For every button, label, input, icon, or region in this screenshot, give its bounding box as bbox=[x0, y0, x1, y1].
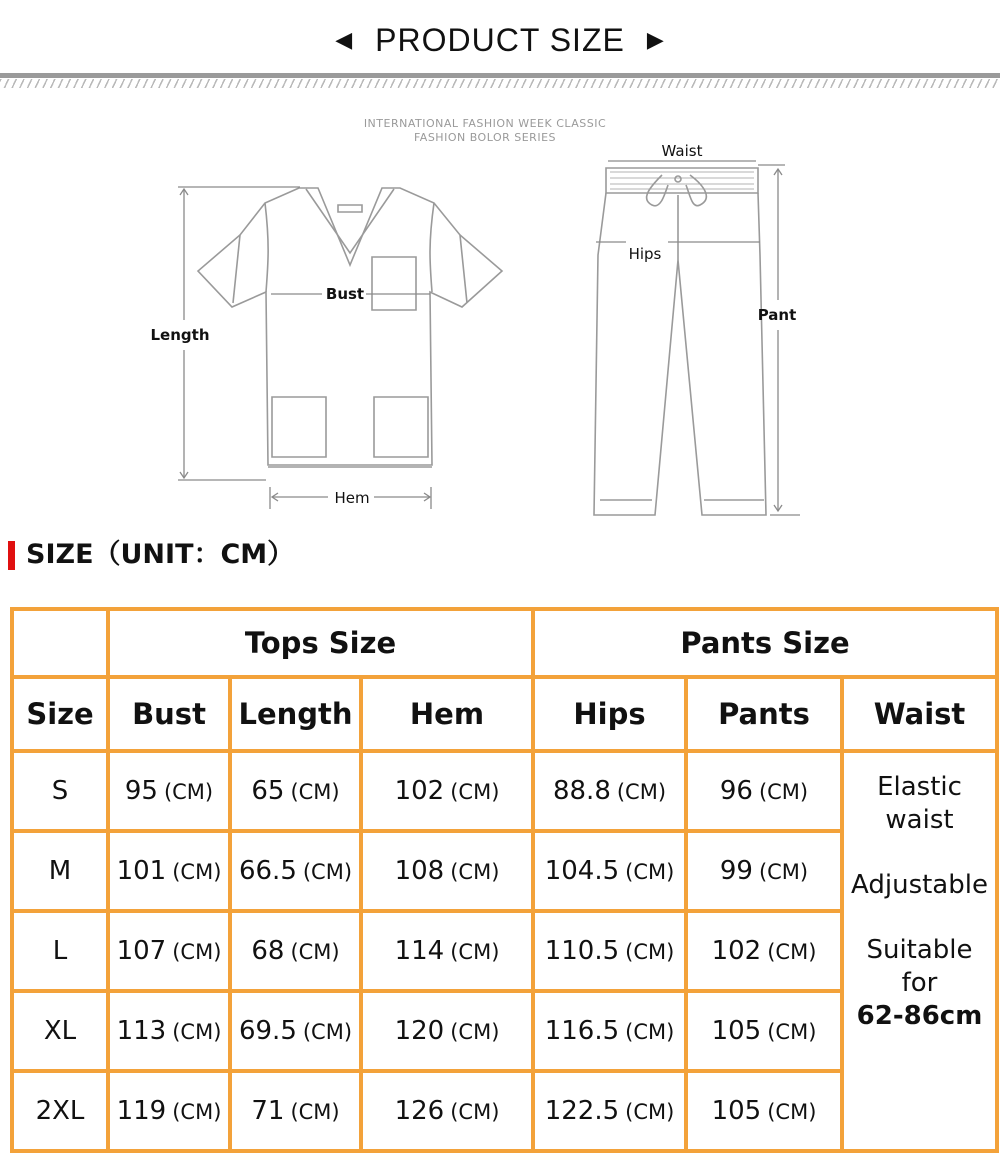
pants-cell bbox=[686, 1071, 842, 1151]
pants-value: 96 bbox=[719, 776, 753, 806]
hem-value: 108 bbox=[394, 856, 445, 886]
column-header-bust: Bust bbox=[108, 677, 230, 751]
pants-cell bbox=[686, 991, 842, 1071]
unit-label: (CM) bbox=[767, 1100, 817, 1124]
scrub-top-drawing bbox=[198, 188, 502, 467]
waist-range: 62-86cm bbox=[856, 1001, 983, 1031]
hips-value: 116.5 bbox=[544, 1016, 620, 1046]
bust-cell bbox=[108, 831, 230, 911]
unit-label: (CM) bbox=[450, 1020, 500, 1044]
unit-label: (CM) bbox=[163, 780, 214, 804]
pants-value: 105 bbox=[711, 1016, 762, 1046]
waist-note-line: Elastic bbox=[877, 772, 962, 802]
bust-value: 101 bbox=[116, 856, 167, 886]
diagram-tagline-1: INTERNATIONAL FASHION WEEK CLASSIC bbox=[363, 117, 607, 130]
unit-label: (CM) bbox=[172, 1100, 222, 1124]
pants-drawing bbox=[594, 168, 766, 515]
pants-value: 99 bbox=[719, 856, 753, 886]
bust-label: Bust bbox=[325, 285, 365, 303]
length-value: 65 bbox=[251, 776, 285, 806]
diagram-tagline-2: FASHION BOLOR SERIES bbox=[413, 131, 557, 144]
length-value: 71 bbox=[251, 1096, 285, 1126]
pants-value: 105 bbox=[711, 1096, 762, 1126]
size-cell: L bbox=[12, 911, 108, 991]
waist-label: Waist bbox=[661, 142, 703, 160]
pants-cell bbox=[686, 751, 842, 831]
unit-label: (CM) bbox=[767, 940, 817, 964]
hips-value: 104.5 bbox=[544, 856, 620, 886]
left-arrow-icon: ◀ bbox=[335, 27, 354, 52]
bust-cell bbox=[108, 991, 230, 1071]
bust-cell bbox=[108, 911, 230, 991]
measurement-diagram-svg bbox=[0, 95, 1000, 535]
hips-cell bbox=[533, 911, 686, 991]
unit-label: (CM) bbox=[616, 780, 667, 804]
column-header-hips: Hips bbox=[533, 677, 686, 751]
unit-label: (CM) bbox=[450, 780, 500, 804]
unit-label: (CM) bbox=[172, 940, 222, 964]
waist-note-cell bbox=[842, 751, 997, 1151]
table-column-header-row bbox=[12, 677, 997, 751]
header-title-row bbox=[0, 22, 1000, 59]
unit-label: (CM) bbox=[625, 1100, 675, 1124]
waist-note-line: waist bbox=[885, 805, 954, 835]
measurement-diagram bbox=[0, 95, 1000, 535]
hips-cell bbox=[533, 1071, 686, 1151]
bust-value: 95 bbox=[124, 776, 158, 806]
length-label: Length bbox=[150, 326, 210, 344]
table-corner-cell bbox=[12, 609, 108, 677]
unit-label: (CM) bbox=[290, 940, 340, 964]
length-value: 66.5 bbox=[238, 856, 297, 886]
hem-label: Hem bbox=[334, 489, 370, 507]
table-group-header-row bbox=[12, 609, 997, 677]
size-cell: M bbox=[12, 831, 108, 911]
length-value: 69.5 bbox=[238, 1016, 297, 1046]
hips-value: 122.5 bbox=[544, 1096, 620, 1126]
hips-cell bbox=[533, 751, 686, 831]
waist-note-line: Adjustable bbox=[851, 870, 988, 900]
unit-label: (CM) bbox=[302, 1020, 353, 1044]
unit-label: (CM) bbox=[767, 1020, 817, 1044]
hips-label: Hips bbox=[628, 245, 662, 263]
header-hatch-divider bbox=[0, 79, 1000, 88]
length-cell bbox=[230, 831, 361, 911]
length-cell bbox=[230, 751, 361, 831]
pants-value: 102 bbox=[711, 936, 762, 966]
length-cell bbox=[230, 991, 361, 1071]
hem-cell bbox=[361, 751, 533, 831]
size-cell: 2XL bbox=[12, 1071, 108, 1151]
size-table bbox=[10, 607, 999, 1153]
unit-label: (CM) bbox=[450, 860, 500, 884]
unit-label: (CM) bbox=[172, 860, 222, 884]
section-title: SIZE（UNIT：CM） bbox=[26, 539, 295, 570]
hem-value: 102 bbox=[394, 776, 445, 806]
unit-label: (CM) bbox=[625, 860, 675, 884]
pants-cell bbox=[686, 911, 842, 991]
hem-value: 114 bbox=[394, 936, 445, 966]
column-header-length: Length bbox=[230, 677, 361, 751]
unit-label: (CM) bbox=[290, 780, 340, 804]
bust-value: 113 bbox=[116, 1016, 167, 1046]
hem-value: 120 bbox=[394, 1016, 445, 1046]
tops-size-header: Tops Size bbox=[108, 609, 533, 677]
unit-label: (CM) bbox=[450, 1100, 500, 1124]
unit-label: (CM) bbox=[758, 860, 809, 884]
table-row bbox=[12, 751, 997, 831]
pant-measure-lines bbox=[596, 161, 800, 515]
bust-cell bbox=[108, 1071, 230, 1151]
unit-label: (CM) bbox=[625, 1020, 675, 1044]
section-accent-bar bbox=[8, 541, 15, 570]
pants-cell bbox=[686, 831, 842, 911]
waist-note-line: for bbox=[901, 968, 938, 998]
hips-value: 110.5 bbox=[544, 936, 620, 966]
size-cell: XL bbox=[12, 991, 108, 1071]
size-cell: S bbox=[12, 751, 108, 831]
right-arrow-icon: ▶ bbox=[646, 27, 665, 52]
hem-value: 126 bbox=[394, 1096, 445, 1126]
column-header-size: Size bbox=[12, 677, 108, 751]
hips-cell bbox=[533, 831, 686, 911]
column-header-hem: Hem bbox=[361, 677, 533, 751]
unit-label: (CM) bbox=[302, 860, 353, 884]
unit-label: (CM) bbox=[290, 1100, 340, 1124]
length-value: 68 bbox=[251, 936, 285, 966]
hem-cell bbox=[361, 831, 533, 911]
column-header-pants: Pants bbox=[686, 677, 842, 751]
bust-value: 119 bbox=[116, 1096, 167, 1126]
unit-label: (CM) bbox=[172, 1020, 222, 1044]
pants-size-header: Pants Size bbox=[533, 609, 997, 677]
page-header bbox=[0, 0, 1000, 95]
hem-cell bbox=[361, 1071, 533, 1151]
bust-value: 107 bbox=[116, 936, 167, 966]
unit-label: (CM) bbox=[625, 940, 675, 964]
bust-cell bbox=[108, 751, 230, 831]
hips-cell bbox=[533, 991, 686, 1071]
page-title: PRODUCT SIZE bbox=[375, 22, 625, 58]
hips-value: 88.8 bbox=[552, 776, 611, 806]
waist-note-line: Suitable bbox=[866, 935, 973, 965]
unit-label: (CM) bbox=[450, 940, 500, 964]
length-cell bbox=[230, 1071, 361, 1151]
hem-cell bbox=[361, 991, 533, 1071]
column-header-waist: Waist bbox=[842, 677, 997, 751]
top-measure-lines bbox=[178, 187, 431, 509]
hem-cell bbox=[361, 911, 533, 991]
unit-label: (CM) bbox=[758, 780, 809, 804]
pant-label: Pant bbox=[757, 306, 797, 324]
length-cell bbox=[230, 911, 361, 991]
header-divider bbox=[0, 73, 1000, 78]
